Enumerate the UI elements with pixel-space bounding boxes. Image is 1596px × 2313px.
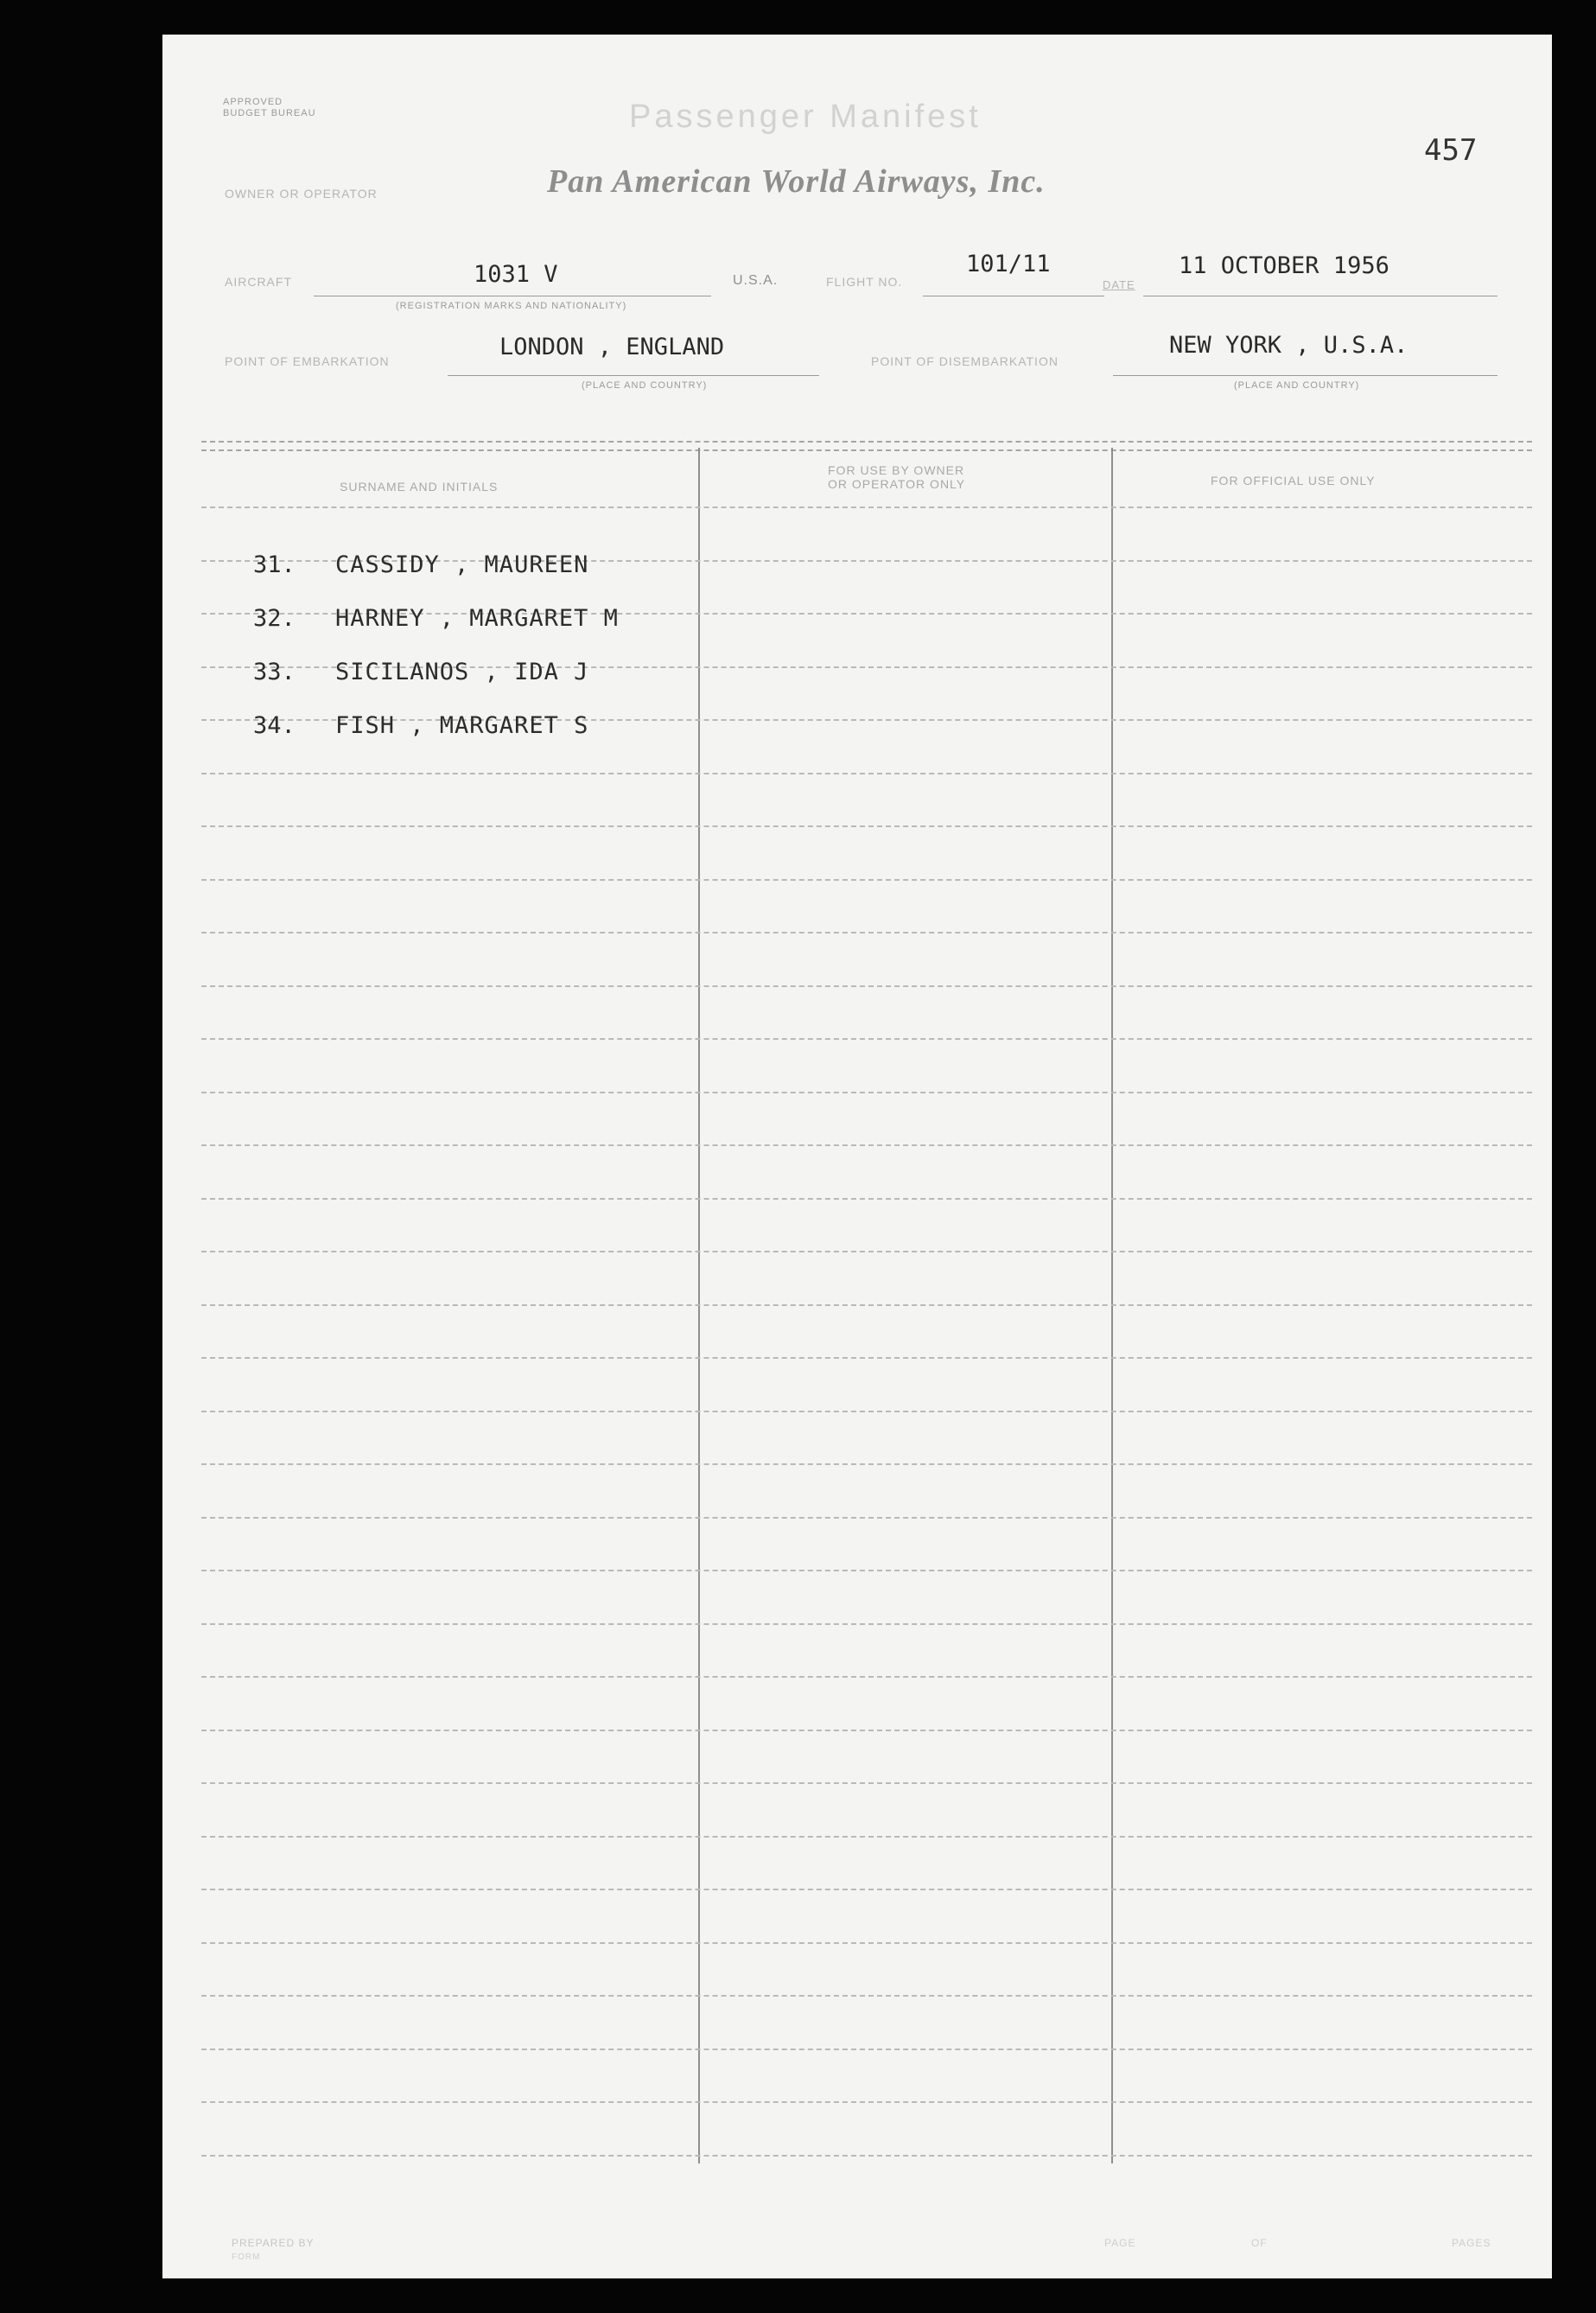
row-rule [201,825,1532,827]
row-rule [201,1517,1532,1519]
row-rule [201,2155,1532,2157]
passenger-name: SICILANOS , IDA J [335,659,589,685]
row-rule [201,1623,1532,1625]
col-header-owner-line1: FOR USE BY OWNER [828,463,965,477]
nationality: U.S.A. [733,273,779,288]
form-title: Passenger Manifest [629,99,982,135]
date-value: 11 OCTOBER 1956 [1179,252,1389,279]
owner-name: Pan American World Airways, Inc. [547,163,1046,200]
row-rule [201,1251,1532,1252]
row-rule [201,1889,1532,1890]
page-number: 457 [1424,133,1478,168]
row-rule [201,1836,1532,1838]
page-label: PAGE [1104,2237,1136,2249]
row-rule [201,1038,1532,1040]
row-rule [201,2049,1532,2050]
table-top-rule [201,441,1532,443]
manifest-sheet [162,35,1552,2278]
row-rule [201,773,1532,774]
disembarkation-value: NEW YORK , U.S.A. [1169,332,1408,359]
row-rule [201,1357,1532,1359]
row-rule [201,1144,1532,1146]
row-rule [201,507,1532,508]
date-label: DATE [1103,278,1135,291]
flight-no-value: 101/11 [966,251,1051,277]
registration-caption: (REGISTRATION MARKS AND NATIONALITY) [396,301,627,311]
disembarkation-label: POINT OF DISEMBARKATION [871,354,1059,368]
row-rule [201,1304,1532,1306]
table-top-rule [201,449,1532,451]
embarkation-underline [448,375,819,376]
flight-no-label: FLIGHT NO. [826,275,903,289]
col-header-name: SURNAME AND INITIALS [340,480,499,494]
pages-label: PAGES [1452,2237,1491,2249]
row-rule [201,1463,1532,1465]
row-rule [201,985,1532,987]
row-rule [201,2101,1532,2103]
row-rule [201,1730,1532,1731]
aircraft-label: AIRCRAFT [225,275,292,289]
row-rule [201,1676,1532,1678]
row-rule [201,1782,1532,1784]
passenger-name: HARNEY , MARGARET M [335,605,619,632]
passenger-name: CASSIDY , MAUREEN [335,551,589,578]
row-rule [201,932,1532,933]
passenger-name: FISH , MARGARET S [335,712,589,739]
embarkation-label: POINT OF EMBARKATION [225,354,390,368]
of-label: OF [1251,2237,1268,2249]
row-rule [201,1198,1532,1200]
row-rule [201,1942,1532,1944]
disembarkation-underline [1113,375,1497,376]
col-header-official: FOR OFFICIAL USE ONLY [1211,474,1376,487]
embarkation-caption: (PLACE AND COUNTRY) [582,380,708,391]
approved-label: APPROVED BUDGET BUREAU [223,97,316,118]
row-rule [201,1092,1532,1093]
aircraft-value: 1031 V [474,261,558,288]
passenger-number: 34. [253,712,296,739]
embarkation-value: LONDON , ENGLAND [499,334,725,360]
passenger-number: 31. [253,551,296,578]
row-rule [201,1995,1532,1997]
col-header-owner-line2: OR OPERATOR ONLY [828,477,966,491]
owner-label: OWNER OR OPERATOR [225,187,378,201]
row-rule [201,1570,1532,1571]
row-rule [201,879,1532,881]
passenger-number: 33. [253,659,296,685]
row-rule [201,1411,1532,1412]
disembarkation-caption: (PLACE AND COUNTRY) [1234,380,1360,391]
form-code: FORM [232,2252,261,2262]
prepared-by-label: PREPARED BY [232,2237,315,2249]
passenger-number: 32. [253,605,296,632]
